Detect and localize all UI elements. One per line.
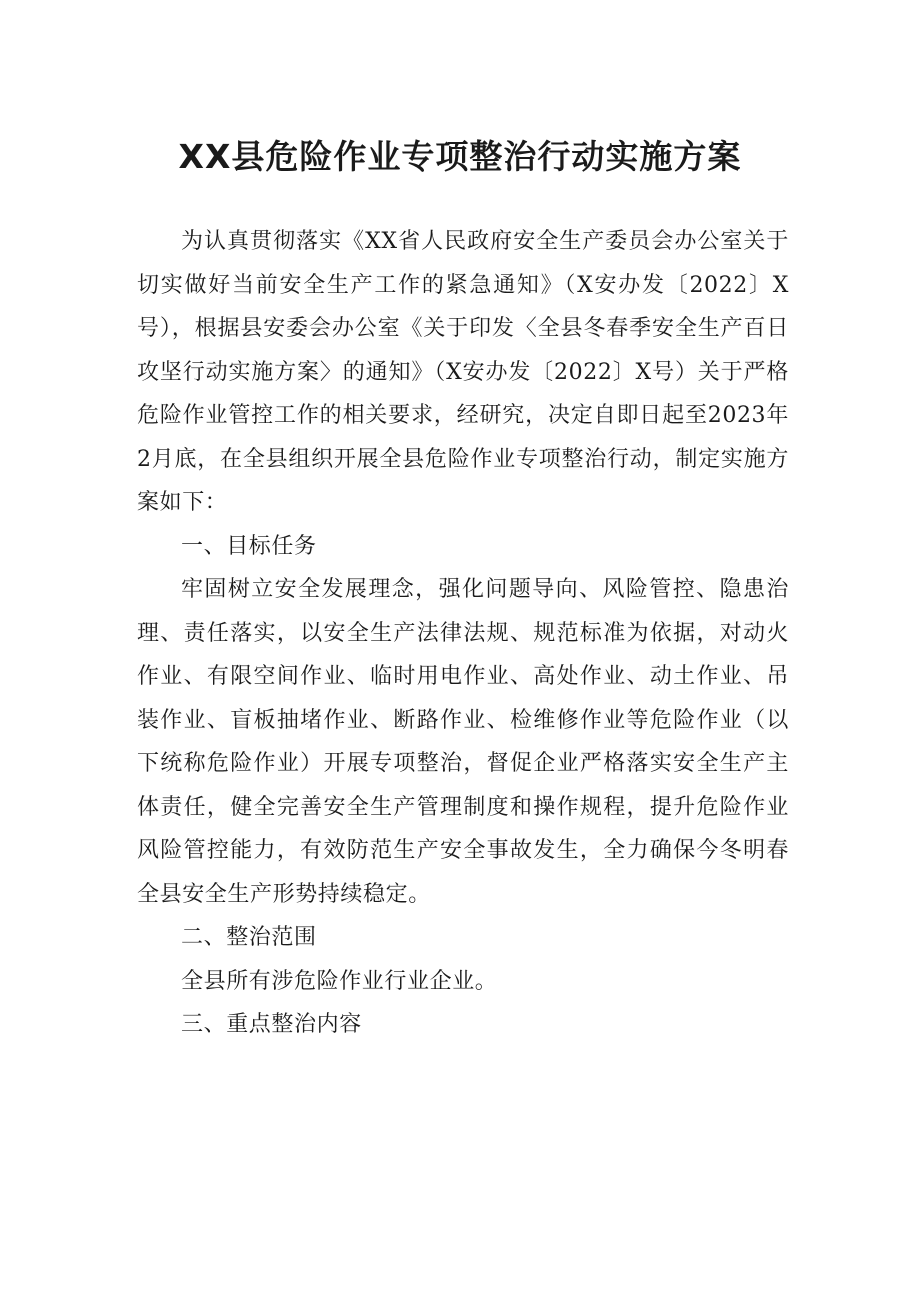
section-heading-scope: 二、整治范围 — [181, 925, 317, 950]
section-heading-key-content: 三、重点整治内容 — [181, 1012, 362, 1037]
objectives-paragraph: 牢固树立安全发展理念，强化问题导向、风险管控、隐患治理、责任落实，以安全生产法律法规、规范标准为依据，对动火作业、有限空间作业、临时用电作业、高处作业、动土作业、吊装作业、盲板抽堵作业、断路作业、检维修作业等危险作业（以下统称危险作业）开展专项整治，督促企业严格落实安全生产主体责任，健全完善安全生产管理制度和操作规程，提升危险作业风险管控能力，有效防范生产安全事故发生，全力确保今冬明春全县安全生产形势持续稳定。 — [137, 577, 789, 907]
document-title: XX县危险作业专项整治行动实施方案 — [178, 137, 742, 176]
scope-paragraph: 全县所有涉危险作业行业企业。 — [181, 968, 498, 994]
intro-paragraph: 为认真贯彻落实《XX省人民政府安全生产委员会办公室关于切实做好当前安全生产工作的紧急通知》（X安办发〔2022〕X号），根据县安委会办公室《关于印发〈全县冬春季安全生产百日攻坚行动实施方案〉的通知》（X安办发〔2022〕X号）关于严格危险作业管控工作的相关要求，经研究，决定自即日起至2023年2月底，在全县组织开展全县危险作业专项整治行动，制定实施方案如下： — [137, 229, 789, 515]
document-body — [137, 220, 789, 1047]
section-heading-objectives: 一、目标任务 — [181, 533, 317, 559]
